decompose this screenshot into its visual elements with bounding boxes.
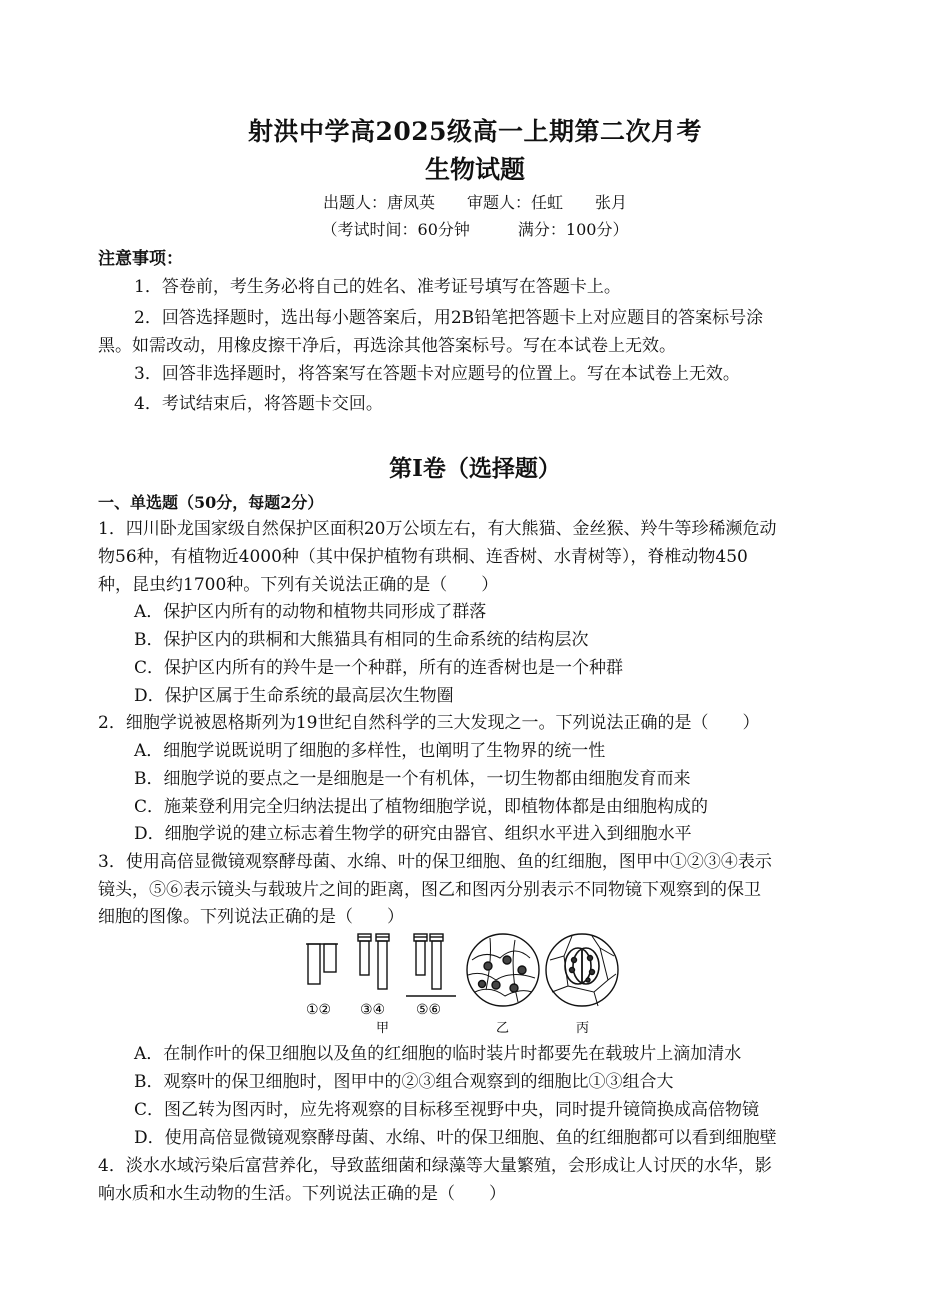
q4-stem-2: 响水质和水生动物的生活。下列说法正确的是（ ） [98,1184,506,1204]
notice-heading: 注意事项： [98,249,183,269]
q1-option-c: C．保护区内所有的羚牛是一个种群，所有的连香树也是一个种群 [134,658,624,678]
label-yi: 乙 [496,1021,510,1036]
label-lens-12: ①② [306,1002,332,1018]
q1-option-b: B．保护区内的珙桐和大熊猫具有相同的生命系统的结构层次 [134,630,589,650]
q2-option-b: B．细胞学说的要点之一是细胞是一个有机体，一切生物都由细胞发育而来 [134,769,691,789]
notice-item-2-cont: 黑。如需改动，用橡皮擦干净后，再选涂其他答案标号。写在本试卷上无效。 [98,336,676,356]
exam-title: 射洪中学高2025级高一上期第二次月考 [247,117,703,146]
q3-option-d: D．使用高倍显微镜观察酵母菌、水绵、叶的保卫细胞、鱼的红细胞都可以看到细胞壁 [134,1128,777,1148]
label-lens-56: ⑤⑥ [416,1002,442,1018]
q3-option-a: A．在制作叶的保卫细胞以及鱼的红细胞的临时装片时都要先在载玻片上滴加清水 [134,1044,742,1064]
q2-stem-1: 2．细胞学说被恩格斯列为19世纪自然科学的三大发现之一。下列说法正确的是（ ） [98,713,760,733]
q3-stem-3: 细胞的图像。下列说法正确的是（ ） [98,907,404,927]
q3-stem-2: 镜头，⑤⑥表示镜头与载玻片之间的距离，图乙和图丙分别表示不同物镜下观察到的保卫 [98,880,761,900]
eyepiece-lenses-drawing [306,944,338,984]
objective-lenses-drawing [358,934,389,989]
q2-option-c: C．施莱登利用完全归纳法提出了植物细胞学说，即植物体都是由细胞构成的 [134,797,709,817]
q3-stem-1: 3．使用高倍显微镜观察酵母菌、水绵、叶的保卫细胞、鱼的红细胞，图甲中①②③④表示 [98,852,772,872]
exam-info-line: （考试时间：60分钟 满分：100分） [321,220,629,239]
q1-option-a: A．保护区内所有的动物和植物共同形成了群落 [134,602,487,622]
notice-item-4: 4．考试结束后，将答题卡交回。 [134,394,383,414]
label-jia: 甲 [376,1021,390,1036]
q3-option-b: B．观察叶的保卫细胞时，图甲中的②③组合观察到的细胞比①③组合大 [134,1072,674,1092]
q2-option-a: A．细胞学说既说明了细胞的多样性，也阐明了生物界的统一性 [134,741,606,761]
view-yi-drawing [467,934,539,1006]
q1-stem-2: 物56种，有植物近4000种（其中保护植物有珙桐、连香树、水青树等），脊椎动物450 [98,547,748,567]
objective-distance-drawing [406,934,456,996]
q1-stem-3: 种，昆虫约1700种。下列有关说法正确的是（ ） [98,575,499,595]
view-bing-figure [542,930,622,1040]
q1-stem-1: 1．四川卧龙国家级自然保护区面积20万公顷左右，有大熊猫、金丝猴、羚牛等珍稀濒危动 [98,519,777,539]
authors-line: 出题人：唐凤英 审题人：任虹 张月 [322,193,627,212]
section-title: 第I卷（选择题） [389,455,561,482]
notice-item-1: 1．答卷前，考生务必将自己的姓名、准考证号填写在答题卡上。 [134,277,621,297]
label-lens-34: ③④ [360,1002,386,1018]
q3-option-c: C．图乙转为图丙时，应先将观察的目标移至视野中央，同时提升镜筒换成高倍物镜 [134,1100,760,1120]
notice-item-2: 2．回答选择题时，选出每小题答案后，用2B铅笔把答题卡上对应题目的答案标号涂 [134,308,764,328]
part-heading: 一、单选题（50分，每题2分） [98,493,324,512]
subject-title: 生物试题 [424,155,525,184]
q4-stem-1: 4．淡水水域污染后富营养化，导致蓝细菌和绿藻等大量繁殖，会形成让人讨厌的水华，影 [98,1156,772,1176]
notice-item-3: 3．回答非选择题时，将答案写在答题卡对应题号的位置上。写在本试卷上无效。 [134,364,740,384]
q2-option-d: D．细胞学说的建立标志着生物学的研究由器官、组织水平进入到细胞水平 [134,824,692,844]
q1-option-d: D．保护区属于生命系统的最高层次生物圈 [134,686,454,706]
label-bing: 丙 [576,1021,590,1036]
